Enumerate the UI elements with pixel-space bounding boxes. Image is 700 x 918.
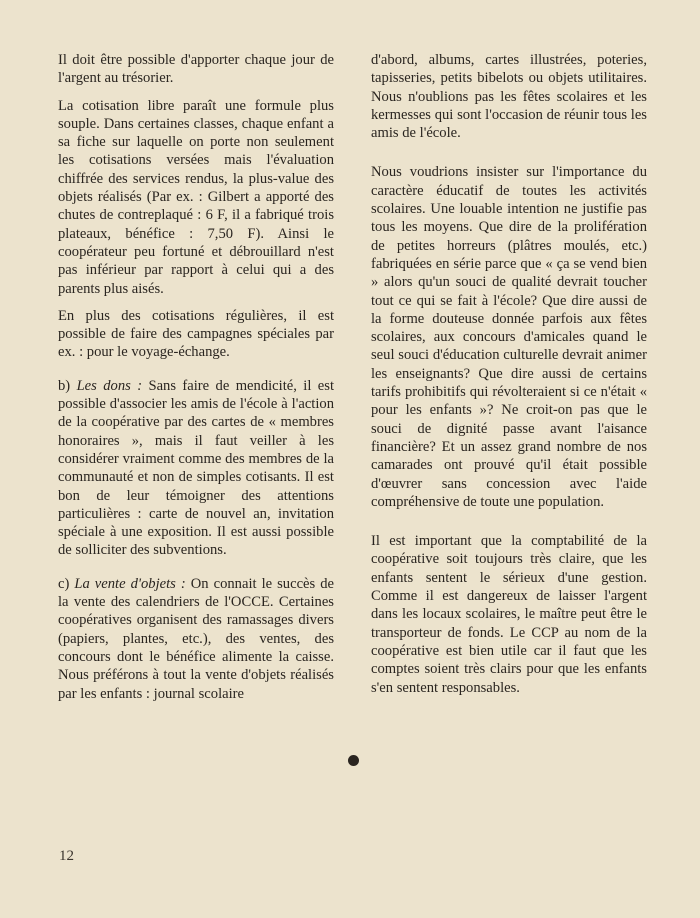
item-label-c: c) xyxy=(58,575,75,592)
item-label-b: b) xyxy=(58,377,77,394)
donations-text: Sans faire de mendicité, il est possible d'associer les amis de l'école à l'action de la coopérative par des cartes de « membres honoraires », mais il faut veiller à les considérer vraiment comme des membres de la communauté et non de simples cotisants. Il est bon de leur témoigner des attentions particulières : carte de nouvel an, invitation spéciale à une exposition. Il est aussi possible de solliciter des subventions. xyxy=(58,377,335,559)
paragraph-sales-continued: d'abord, albums, cartes illustrées, poteries, tapisseries, petits bibelots ou objets utilitaires. Nous n'oublions pas les fêtes scolaires et les kermesses qui sont l'occasion de réunir tous les amis de l'école. xyxy=(371,52,647,142)
paragraph-payment-daily: Il doit être possible d'apporter chaque jour de l'argent au trésorier. xyxy=(58,52,334,87)
paragraph-special-campaigns: En plus des cotisations régulières, il est possible de faire des campagnes spéciales par ex. : pour le voyage-échange. xyxy=(58,307,334,361)
right-column xyxy=(371,51,647,706)
paragraph-donations xyxy=(58,377,334,560)
heading-object-sales: La vente d'objets : xyxy=(74,575,186,592)
paragraph-object-sales xyxy=(58,575,334,703)
left-column xyxy=(58,51,334,712)
object-sales-text: On connait le succès de la vente des calendriers de l'OCCE. Certaines coopératives organisent des ramassages divers (papiers, plantes, etc.), des ventes, des concours dont le bénéfice alimente la caisse. Nous préférons à tout la vente d'objets réalisés par les enfants : journal scolaire xyxy=(58,575,334,702)
heading-donations: Les dons : xyxy=(76,377,143,394)
paragraph-accounting: Il est important que la comptabilité de la coopérative soit toujours très claire, que les enfants sentent le sérieux d'une gestion. Comme il est dangereux de laisser l'argent dans les locaux scolaires, le maître peut être le transporteur de fonds. Le CCP au nom de la coopérative est bien utile car il faut que les comptes soient très clairs pour que les enfants s'en sentent responsables. xyxy=(371,533,647,696)
page-number: 12 xyxy=(59,848,74,864)
paragraph-educational-character: Nous voudrions insister sur l'importance du caractère éducatif de toutes les activités scolaires. Une louable intention ne justifie pas tous les moyens. Que dire de la prolifération de petites horreurs (plâtres moulés, etc.) fabriquées en série parce que « ça se vend bien » alors qu'un souci de qualité devrait toucher tout ce qui se fait à l'école? Que dire aussi de la forme douteuse donnée parfois aux fêtes scolaires, aux concours d'amicales quand le seul souci d'éducation culturelle devrait animer les enseignants? Que dire aussi de certains tarifs prohibitifs qui révolteraient si ce n'était « pour les enfants »? Ne croit-on pas que le souci de dignité passe avant l'aisance financière? Et un assez grand nombre de nos camarades ont prouvé qu'il était possible d'œuvrer sans concession avec l'aide compréhensive de toute une population. xyxy=(371,164,647,510)
paragraph-free-contribution: La cotisation libre paraît une formule plus souple. Dans certaines classes, chaque enfant a sa fiche sur laquelle on porte non seulement les cotisations versées mais l'évaluation chiffrée des services rendus, la plus-value des objets réalisés (Par ex. : Gilbert a apporté des chutes de contreplaqué : 6 F, il a fabriqué trois plateaux, bénéfice : 7,50 F). Ainsi le coopérateur peu fortuné et débrouillard n'est pas inférieur par rapport à celui qui a des parents plus aisés. xyxy=(58,97,334,297)
end-bullet-icon xyxy=(348,755,359,766)
